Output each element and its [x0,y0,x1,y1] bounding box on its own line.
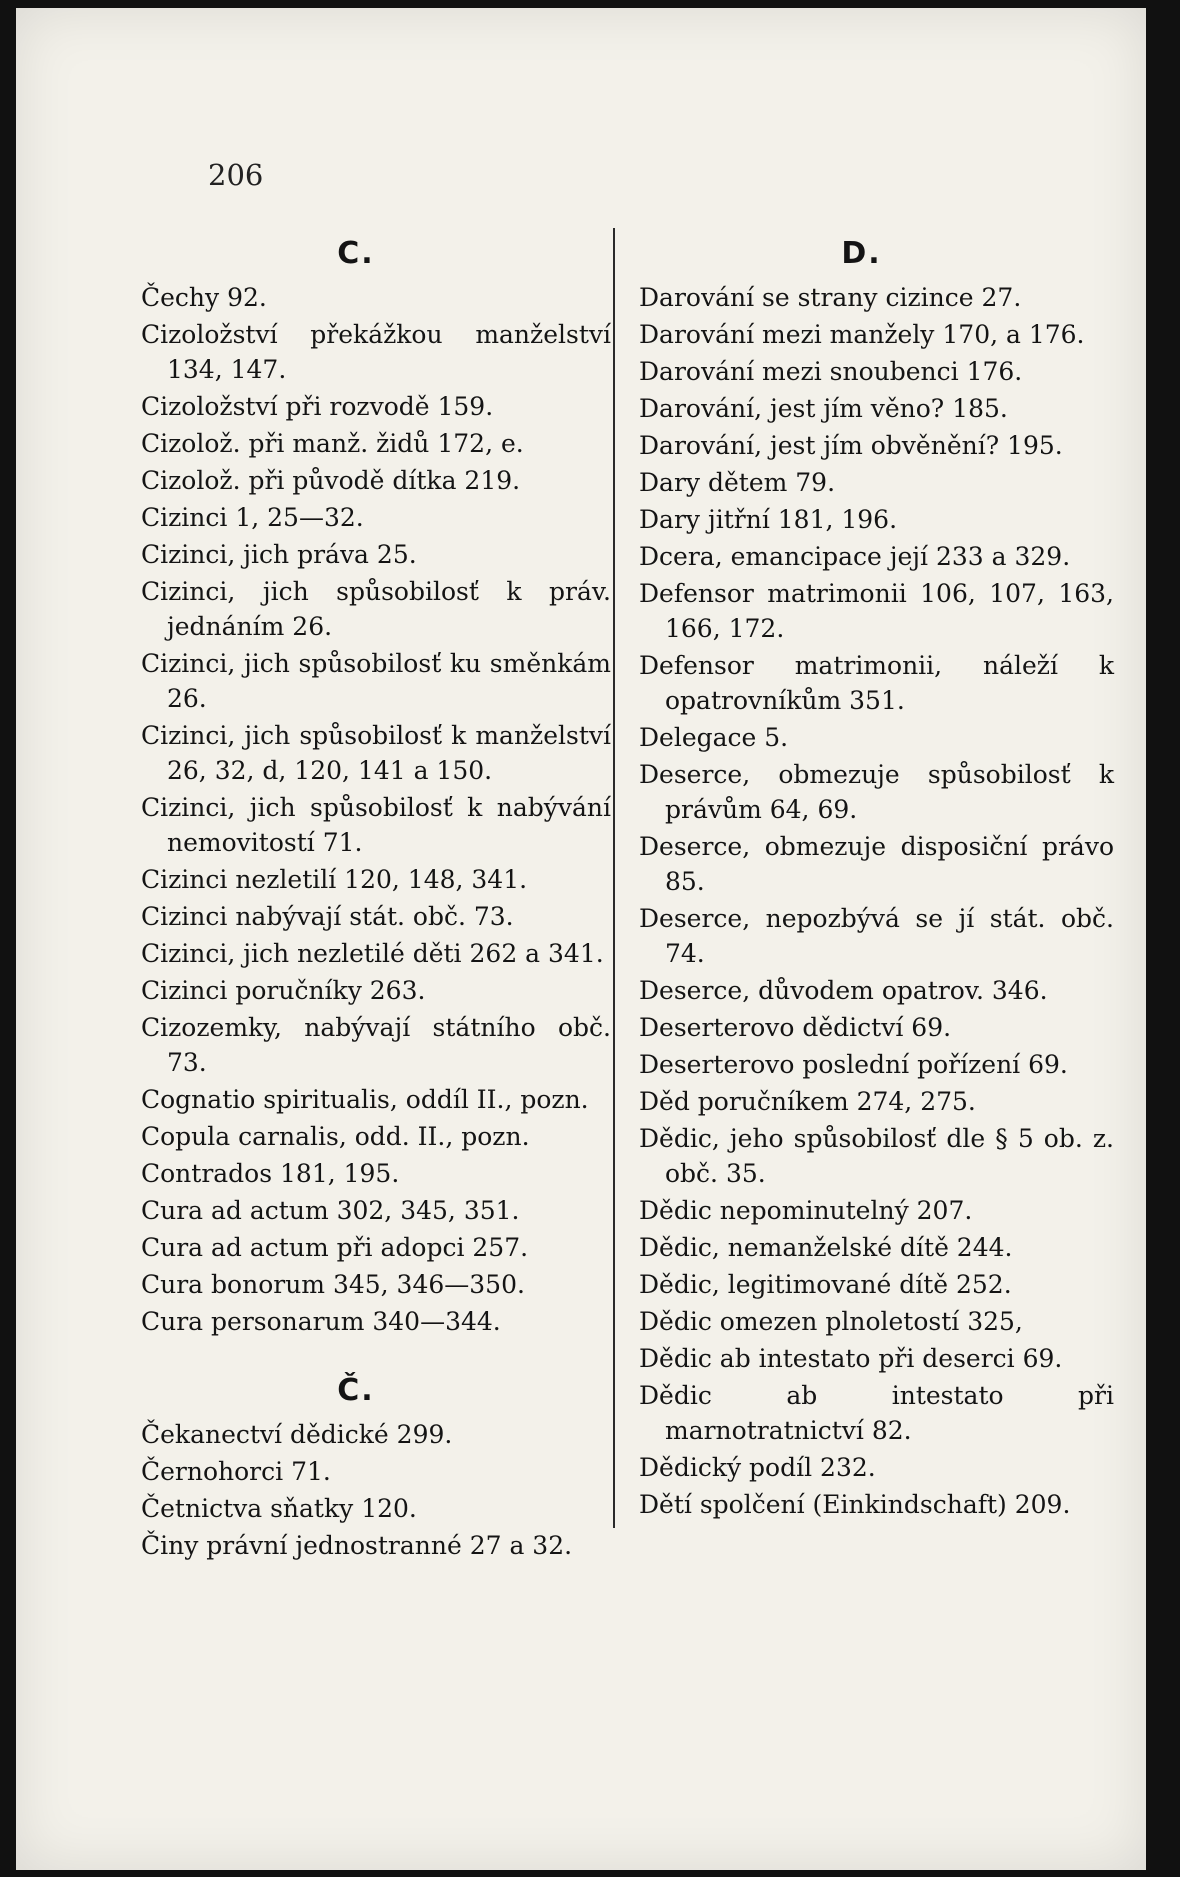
index-entry: Čekanectví dědické 299. [141,1420,453,1449]
page-number: 206 [208,158,264,192]
index-entry: Dědic, nemanželské dítě 244. [639,1233,1013,1262]
left-column [141,228,611,1565]
section-c-caron-entries [141,1417,611,1563]
index-entry: Deserterovo dědictví 69. [639,1013,952,1042]
index-entry: Defensor matrimonii 106, 107, 163, 166, 172. [639,579,1114,643]
index-entry: Deserce, obmezuje disposiční právo 85. [639,832,1114,896]
index-entry: Cizolož. při původě dítka 219. [141,466,521,495]
index-entry: Cizinci nezletilí 120, 148, 341. [141,865,528,894]
index-entry: Darování mezi manžely 170, a 176. [639,320,1085,349]
index-entry: Copula carnalis, odd. II., pozn. [141,1122,530,1151]
index-entry: Dědic, jeho spůsobilosť dle § 5 ob. z. obč. 35. [639,1124,1114,1188]
index-entry: Cura personarum 340—344. [141,1307,501,1336]
index-entry: Deserterovo poslední pořízení 69. [639,1050,1068,1079]
index-entry: Deserce, důvodem opatrov. 346. [639,976,1048,1005]
index-entry: Dědic, legitimované dítě 252. [639,1270,1012,1299]
index-entry: Deserce, nepozbývá se jí stát. obč. 74. [639,904,1114,968]
section-d-entries [639,280,1114,1522]
index-entry: Dědic ab intestato při marnotratnictví 82. [639,1381,1114,1445]
index-entry: Cizinci, jich spůsobilosť ku směnkám 26. [141,649,611,713]
index-entry: Činy právní jednostranné 27 a 32. [141,1531,573,1560]
index-entry: Dědic omezen plnoletostí 325, [639,1307,1023,1336]
index-entry: Contrados 181, 195. [141,1159,400,1188]
index-entry: Děd poručníkem 274, 275. [639,1087,976,1116]
index-entry: Delegace 5. [639,723,789,752]
index-entry: Dětí spolčení (Einkindschaft) 209. [639,1490,1071,1519]
index-entry: Četnictva sňatky 120. [141,1494,417,1523]
index-entry: Darování, jest jím obvěnění? 195. [639,431,1063,460]
index-entry: Cizinci, jich spůsobilosť k nabývání nemovitostí 71. [141,793,611,857]
index-entry: Cizoložství při rozvodě 159. [141,392,494,421]
index-entry: Dědický podíl 232. [639,1453,876,1482]
index-entry: Defensor matrimonii, náleží k opatrovníkům 351. [639,651,1114,715]
index-entry: Cura bonorum 345, 346—350. [141,1270,525,1299]
index-entry: Dědic nepominutelný 207. [639,1196,973,1225]
index-entry: Cizinci, jich spůsobilosť k práv. jednáním 26. [141,577,611,641]
index-entry: Dcera, emancipace její 233 a 329. [639,542,1071,571]
index-entry: Černohorci 71. [141,1457,331,1486]
index-entry: Cizinci, jich spůsobilosť k manželství 26, 32, d, 120, 141 a 150. [141,721,611,785]
index-entry: Darování se strany cizince 27. [639,283,1022,312]
index-entry: Dary dětem 79. [639,468,836,497]
section-c-entries [141,280,611,1339]
index-entry: Cizinci, jich nezletilé děti 262 a 341. [141,939,604,968]
index-entry: Cognatio spiritualis, oddíl II., pozn. [141,1085,589,1114]
index-entry: Darování mezi snoubenci 176. [639,357,1023,386]
index-entry: Čechy 92. [141,283,267,312]
index-entry: Cizoložství překážkou manželství 134, 147. [141,320,611,384]
index-entry: Cizozemky, nabývají státního obč. 73. [141,1013,611,1077]
index-entry: Darování, jest jím věno? 185. [639,394,1008,423]
column-divider [613,228,615,1528]
right-column [639,228,1114,1524]
index-entry: Dary jitřní 181, 196. [639,505,898,534]
section-heading-c-caron: Č. [337,1373,375,1408]
index-entry: Cizinci poručníky 263. [141,976,426,1005]
index-entry: Cizinci 1, 25—32. [141,503,364,532]
index-page [16,8,1146,1870]
index-entry: Cizinci, jich práva 25. [141,540,417,569]
index-entry: Deserce, obmezuje spůsobilosť k právům 64, 69. [639,760,1114,824]
index-entry: Cura ad actum 302, 345, 351. [141,1196,520,1225]
section-heading-c: C. [337,236,375,271]
index-entry: Cura ad actum při adopci 257. [141,1233,529,1262]
index-entry: Cizinci nabývají stát. obč. 73. [141,902,514,931]
index-entry: Cizolož. při manž. židů 172, e. [141,429,524,458]
index-entry: Dědic ab intestato při deserci 69. [639,1344,1063,1373]
section-heading-d: D. [841,236,882,271]
